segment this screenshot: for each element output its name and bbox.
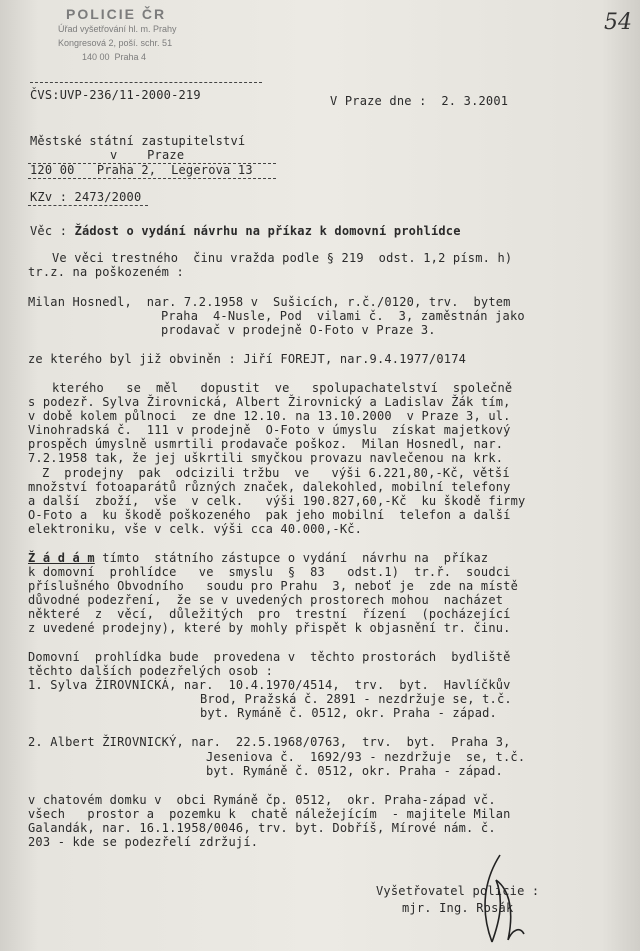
body-line: příslušného Obvodního soudu pro Prahu 3, neboť je zde na místě (28, 579, 519, 593)
body-line: z uvedené prodejny), které by mohly přispět k objasnění tr. činu. (28, 621, 511, 635)
body-line: Brod, Pražská č. 2891 - nezdržuje se, t.č. (200, 692, 512, 706)
body-line: Galandák, nar. 16.1.1958/0046, trv. byt. Dobříš, Mírové nám. č. (28, 821, 496, 835)
stamp-line-3: 140 00 Praha 4 (82, 52, 147, 62)
body-line: v době kolem půlnoci ze dne 12.10. na 13.10.2000 v Praze 3, ul. (28, 409, 511, 423)
body-line: 203 - kde se podezřelí zdržují. (28, 835, 259, 849)
subject-line (30, 224, 461, 238)
body-line: k domovní prohlídce ve smyslu § 83 odst.1) tr.ř. soudci (28, 565, 511, 579)
request-rest: tímto státního zástupce o vydání návrhu na příkaz (94, 551, 489, 565)
stamp-org: POLICIE ČR (66, 6, 167, 22)
body-line: byt. Rymáně č. 0512, okr. Praha - západ. (200, 706, 497, 720)
recipient-line-2: v Praze (110, 148, 185, 162)
body-line: Milan Hosnedl, nar. 7.2.1958 v Sušicích, r.č./0120, trv. bytem (28, 295, 511, 309)
stamp-line-2: Kongresová 2, poší. schr. 51 (58, 38, 173, 48)
body-line: byt. Rymáně č. 0512, okr. Praha - západ. (206, 764, 503, 778)
body-line: Vinohradská č. 111 v prodejně O-Foto v úmyslu získat majetkový (28, 423, 511, 437)
page-number: 54 (604, 10, 632, 35)
body-line: důvodné podezření, že se v uvedených prostorech mohou nacházet (28, 593, 504, 607)
handwritten-signature (470, 850, 530, 950)
body-line: těchto dalších podezřelých osob : (28, 664, 274, 678)
body-line: Domovní prohlídka bude provedena v těchto prostorách bydliště (28, 650, 511, 664)
recipient-rule-2 (28, 178, 276, 179)
registry-rule (28, 205, 148, 206)
recipient-line-3: 120 00 Praha 2, Legerova 13 (30, 163, 253, 177)
body-line: ze kterého byl již obviněn : Jiří FOREJT, nar.9.4.1977/0174 (28, 352, 467, 366)
request-line (28, 551, 488, 565)
body-line: 2. Albert ŽIROVNICKÝ, nar. 22.5.1968/0763, trv. byt. Praha 3, (28, 735, 511, 749)
signature-name: mjr. Ing. Rosák (402, 901, 514, 915)
body-line: Ve věci trestného činu vražda podle § 219 odst. 1,2 písm. h) (52, 251, 513, 265)
signature-title: Vyšetřovatel policie : (376, 884, 540, 898)
body-line: O-Foto a ku škodě poškozeného pak jeho mobilní telefon a další (28, 508, 511, 522)
body-line: 7.2.1958 tak, že jej uškrtili smyčkou provazu navlečenou na krk. (28, 451, 504, 465)
request-lead: Ž á d á m (28, 551, 95, 565)
body-line: některé z věcí, důležitých pro trestní řízení (pocházející (28, 607, 511, 621)
subject-title: Žádost o vydání návrhu na příkaz k domovní prohlídce (74, 224, 461, 238)
body-line: v chatovém domku v obci Rymáně čp. 0512, okr. Praha-západ vč. (28, 793, 496, 807)
body-line: Jeseniova č. 1692/93 - nezdržuje se, t.č. (206, 750, 526, 764)
body-line: všech prostor a pozemku k chatě náležejícím - majitele Milan (28, 807, 511, 821)
recipient-line-1: Městské státní zastupitelství (30, 134, 246, 148)
body-line: prodavač v prodejně O-Foto v Praze 3. (161, 323, 436, 337)
header-rule (30, 82, 262, 83)
place-date: V Praze dne : 2. 3.2001 (330, 94, 509, 108)
body-line: tr.z. na poškozeném : (28, 265, 184, 279)
body-line: s podezř. Sylva Žirovnická, Albert Žirovnický a Ladislav Žák tím, (28, 395, 511, 409)
body-line: množství fotoaparátů různých značek, dalekohled, mobilní telefony (28, 480, 511, 494)
body-line: Z prodejny pak odcizili tržbu ve výši 6.221,80,-Kč, větší (42, 466, 510, 480)
body-line: a další zboží, vše v celk. výši 190.827,60,-Kč ku škodě firmy (28, 494, 526, 508)
case-number: ČVS:UVP-236/11-2000-219 (30, 88, 201, 102)
body-line: 1. Sylva ŽIROVNICKÁ, nar. 10.4.1970/4514, trv. byt. Havlíčkův (28, 678, 511, 692)
body-line: Praha 4-Nusle, Pod vilami č. 3, zaměstnán jako (161, 309, 525, 323)
stamp-line-1: Úřad vyšetřování hl. m. Prahy (58, 24, 177, 34)
body-line: elektroniku, vše v celk. výši cca 40.000,-Kč. (28, 522, 363, 536)
body-line: kterého se měl dopustit ve spolupachatelství společně (52, 381, 513, 395)
subject-prefix: Věc : (30, 224, 75, 238)
body-line: prospěch úmyslně usmrtili prodavače poškoz. Milan Hosnedl, nar. (28, 437, 504, 451)
registry-number: KZv : 2473/2000 (30, 190, 142, 204)
